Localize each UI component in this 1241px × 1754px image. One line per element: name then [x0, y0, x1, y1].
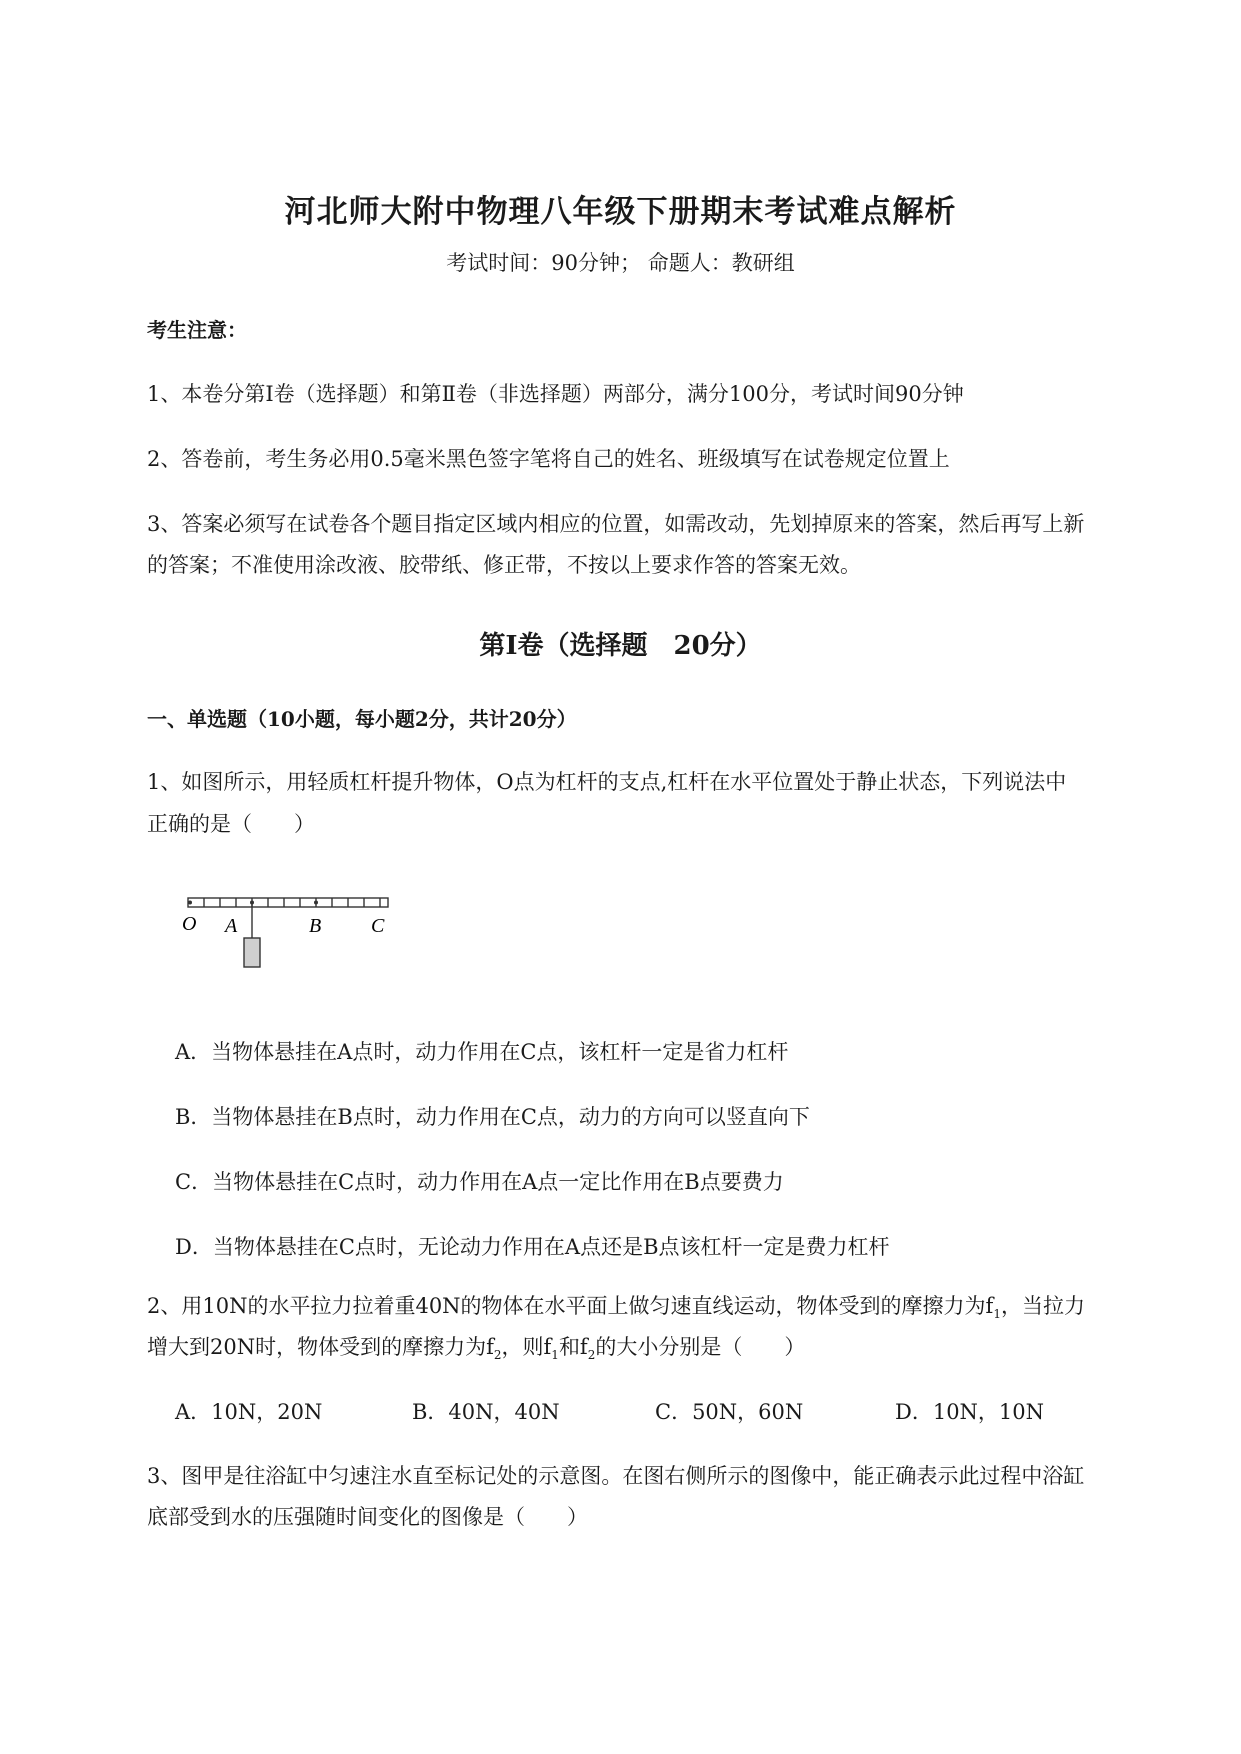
exam-info: 考试时间：90分钟； 命题人：教研组: [446, 251, 795, 275]
q1-stem-line2: 正确的是（ ）: [147, 812, 315, 836]
notice-item-3-cont: 的答案；不准使用涂改液、胶带纸、修正带，不按以上要求作答的答案无效。: [147, 553, 861, 577]
notice-heading: 考生注意：: [147, 318, 247, 342]
point-b: [314, 901, 318, 905]
q1-option-a: A．当物体悬挂在A点时，动力作用在C点，该杠杆一定是省力杠杆: [175, 1040, 789, 1064]
q3-stem-line2: 底部受到水的压强随时间变化的图像是（ ）: [147, 1505, 588, 1529]
notice-item-2: 2、答卷前，考生务必用0.5毫米黑色签字笔将自己的姓名、班级填写在试卷规定位置上: [147, 447, 950, 471]
part-heading: 一、单选题（10小题，每小题2分，共计20分）: [147, 707, 577, 731]
lever-bar: [188, 898, 388, 907]
label-c: C: [371, 915, 385, 937]
label-a: A: [225, 915, 238, 937]
hanging-weight: [244, 938, 260, 967]
q1-stem-line1: 1、如图所示，用轻质杠杆提升物体，O点为杠杆的支点,杠杆在水平位置处于静止状态，下列说法中: [147, 770, 1067, 794]
q1-option-d: D．当物体悬挂在C点时，无论动力作用在A点还是B点该杠杆一定是费力杠杆: [175, 1235, 890, 1259]
q3-stem-line1: 3、图甲是往浴缸中匀速注水直至标记处的示意图。在图右侧所示的图像中，能正确表示此过程中浴缸: [147, 1464, 1085, 1488]
section-title: 第Ⅰ卷（选择题 20分）: [479, 631, 762, 661]
label-o: O: [182, 913, 197, 935]
q2-option-d: D．10N，10N: [895, 1400, 1045, 1424]
q1-option-c: C．当物体悬挂在C点时，动力作用在A点一定比作用在B点要费力: [175, 1170, 784, 1194]
label-b: B: [309, 915, 322, 937]
q2-option-a: A．10N，20N: [175, 1400, 323, 1424]
notice-item-1: 1、本卷分第Ⅰ卷（选择题）和第Ⅱ卷（非选择题）两部分，满分100分，考试时间90分钟: [147, 382, 964, 406]
q2-option-c: C．50N，60N: [655, 1400, 804, 1424]
q2-stem-line2: 增大到20N时，物体受到的摩擦力为$f_2$，则$f_1$和$f_2$的大小分别是（ ）: [147, 1335, 806, 1363]
lever-diagram: [178, 888, 398, 980]
q2-option-b: B．40N，40N: [412, 1400, 560, 1424]
q2-stem-line1: 2、用10N的水平拉力拉着重40N的物体在水平面上做匀速直线运动，物体受到的摩擦力为$f_1$，当拉力: [147, 1294, 1085, 1322]
page-title: 河北师大附中物理八年级下册期末考试难点解析: [284, 194, 957, 230]
lever-figure: [178, 888, 398, 984]
notice-item-3: 3、答案必须写在试卷各个题目指定区域内相应的位置，如需改动，先划掉原来的答案，然后再写上新: [147, 512, 1085, 536]
q1-option-b: B．当物体悬挂在B点时，动力作用在C点，动力的方向可以竖直向下: [175, 1105, 810, 1129]
pivot-o: [188, 901, 192, 905]
